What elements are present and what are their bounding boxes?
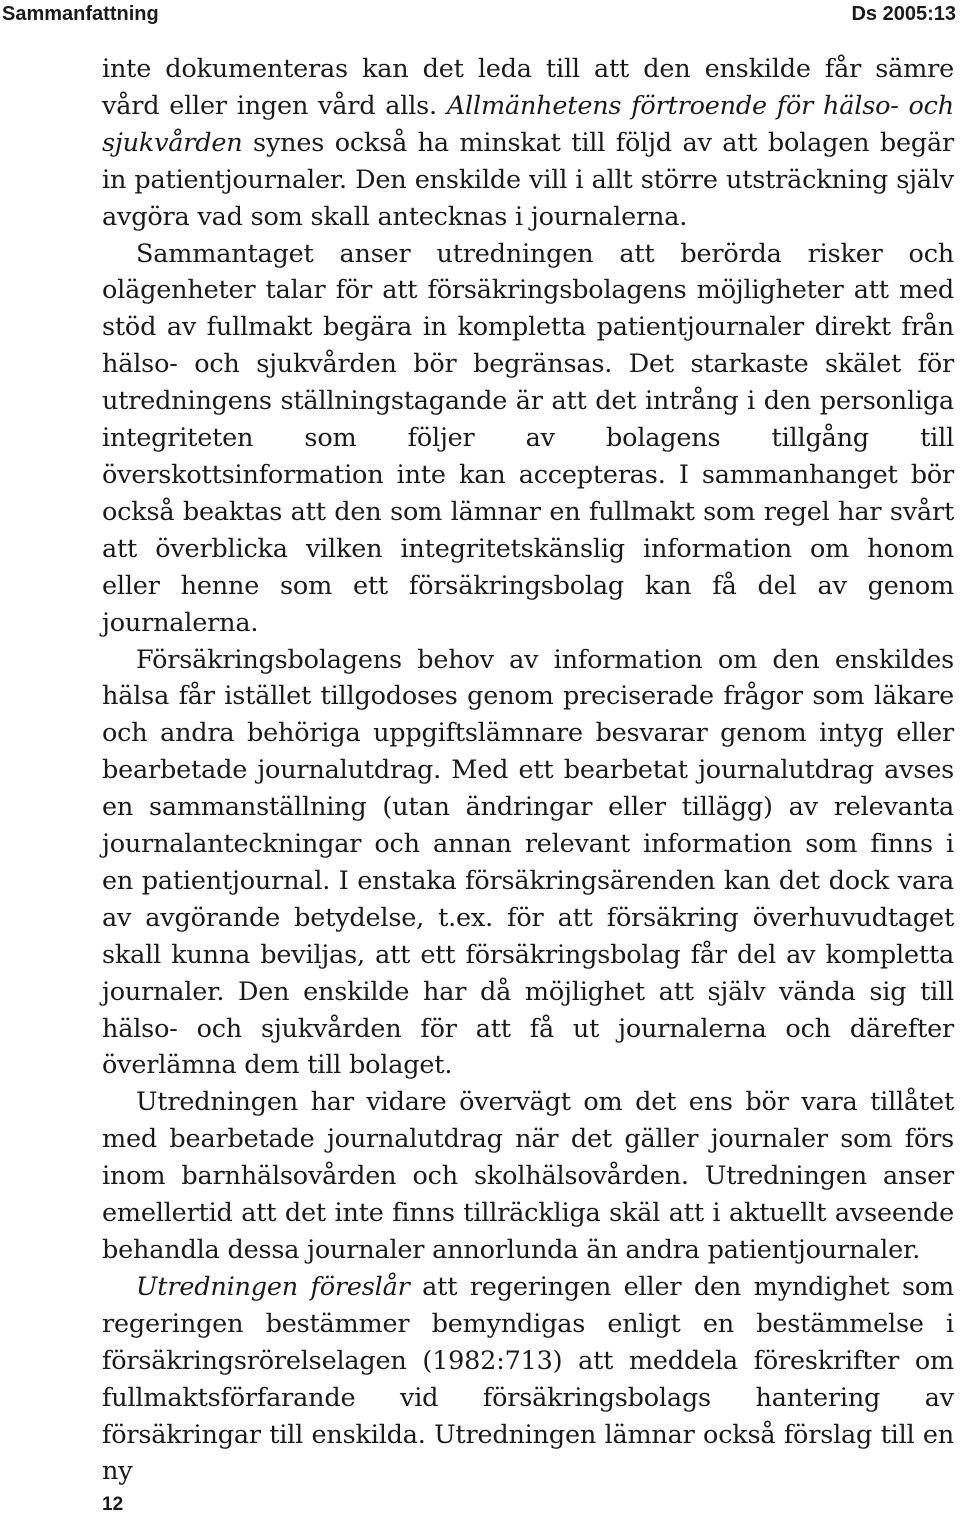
paragraph-4 xyxy=(102,1084,954,1269)
page-number: 12 xyxy=(102,1494,124,1515)
text-run: inte dokumenteras kan det leda till att den enskilde får sämre vård eller ingen vård alls. xyxy=(102,54,954,121)
paragraph-1 xyxy=(102,51,954,236)
body-text xyxy=(102,51,954,1490)
text-run: Sammantaget anser utredningen att berörda risker och olägenheter talar för att försäkringsbolagens möjligheter att med stöd av fullmakt begära in kompletta patientjournaler direkt från hälso- och sjukvården bör begränsas. Det starkaste skälet för utredningens ställningstagande är att det intrång i den personliga integriteten som följer av bolagens tillgång till överskottsinformation inte kan accepteras. I sammanhanget bör också beaktas att den som lämnar en fullmakt som regel har svårt att överblicka vilken integritetskänslig information om honom eller henne som ett försäkringsbolag kan få del av genom journalerna. xyxy=(102,238,954,638)
paragraph-3 xyxy=(102,642,954,1085)
page-footer xyxy=(102,1494,123,1516)
paragraph-5 xyxy=(102,1269,954,1490)
paragraph-2 xyxy=(102,236,954,642)
text-run: att regeringen eller den myndighet som regeringen bestämmer bemyndigas enligt en bestämmelse i försäkringsrörelselagen (1982:713) att meddela föreskrifter om fullmaktsförfarande vid försäkringsbolags hantering av försäkringar till enskilda. Utredningen lämnar också förslag till en ny xyxy=(102,1271,955,1487)
italic-phrase: Utredningen föreslår xyxy=(136,1271,410,1302)
document-reference: Ds 2005:13 xyxy=(851,3,956,25)
page-header xyxy=(0,0,960,30)
section-title: Sammanfattning xyxy=(2,3,159,25)
text-run: Försäkringsbolagens behov av information om den enskildes hälsa får istället tillgodoses genom preciserade frågor som läkare och andra behöriga uppgiftslämnare besvarar genom intyg eller bearbetade journalutdrag. Med ett bearbetat journalutdrag avses en sammanställning (utan ändringar eller tillägg) av relevanta journalanteckningar och annan relevant information som finns i en patientjournal. I enstaka försäkringsärenden kan det dock vara av avgörande betydelse, t.ex. för att försäkring överhuvudtaget skall kunna beviljas, att ett försäkringsbolag får del av kompletta journaler. Den enskilde har då möjlighet att själv vända sig till hälso- och sjukvården för att få ut journalerna och därefter överlämna dem till bolaget. xyxy=(102,644,954,1081)
text-run: synes också ha minskat till följd av att bolagen begär in patientjournaler. Den enskilde vill i allt större utsträckning själv avgöra vad som skall antecknas i journalerna. xyxy=(102,127,954,232)
text-run: Utredningen har vidare övervägt om det ens bör vara tillåtet med bearbetade journalutdrag när det gäller journaler som förs inom barnhälsovården och skolhälsovården. Utredningen anser emellertid att det inte finns tillräckliga skäl att i aktuellt avseende behandla dessa journaler annorlunda än andra patientjournaler. xyxy=(102,1087,954,1265)
italic-phrase: Allmänhetens förtroende för hälso- och sjukvården xyxy=(102,90,954,158)
